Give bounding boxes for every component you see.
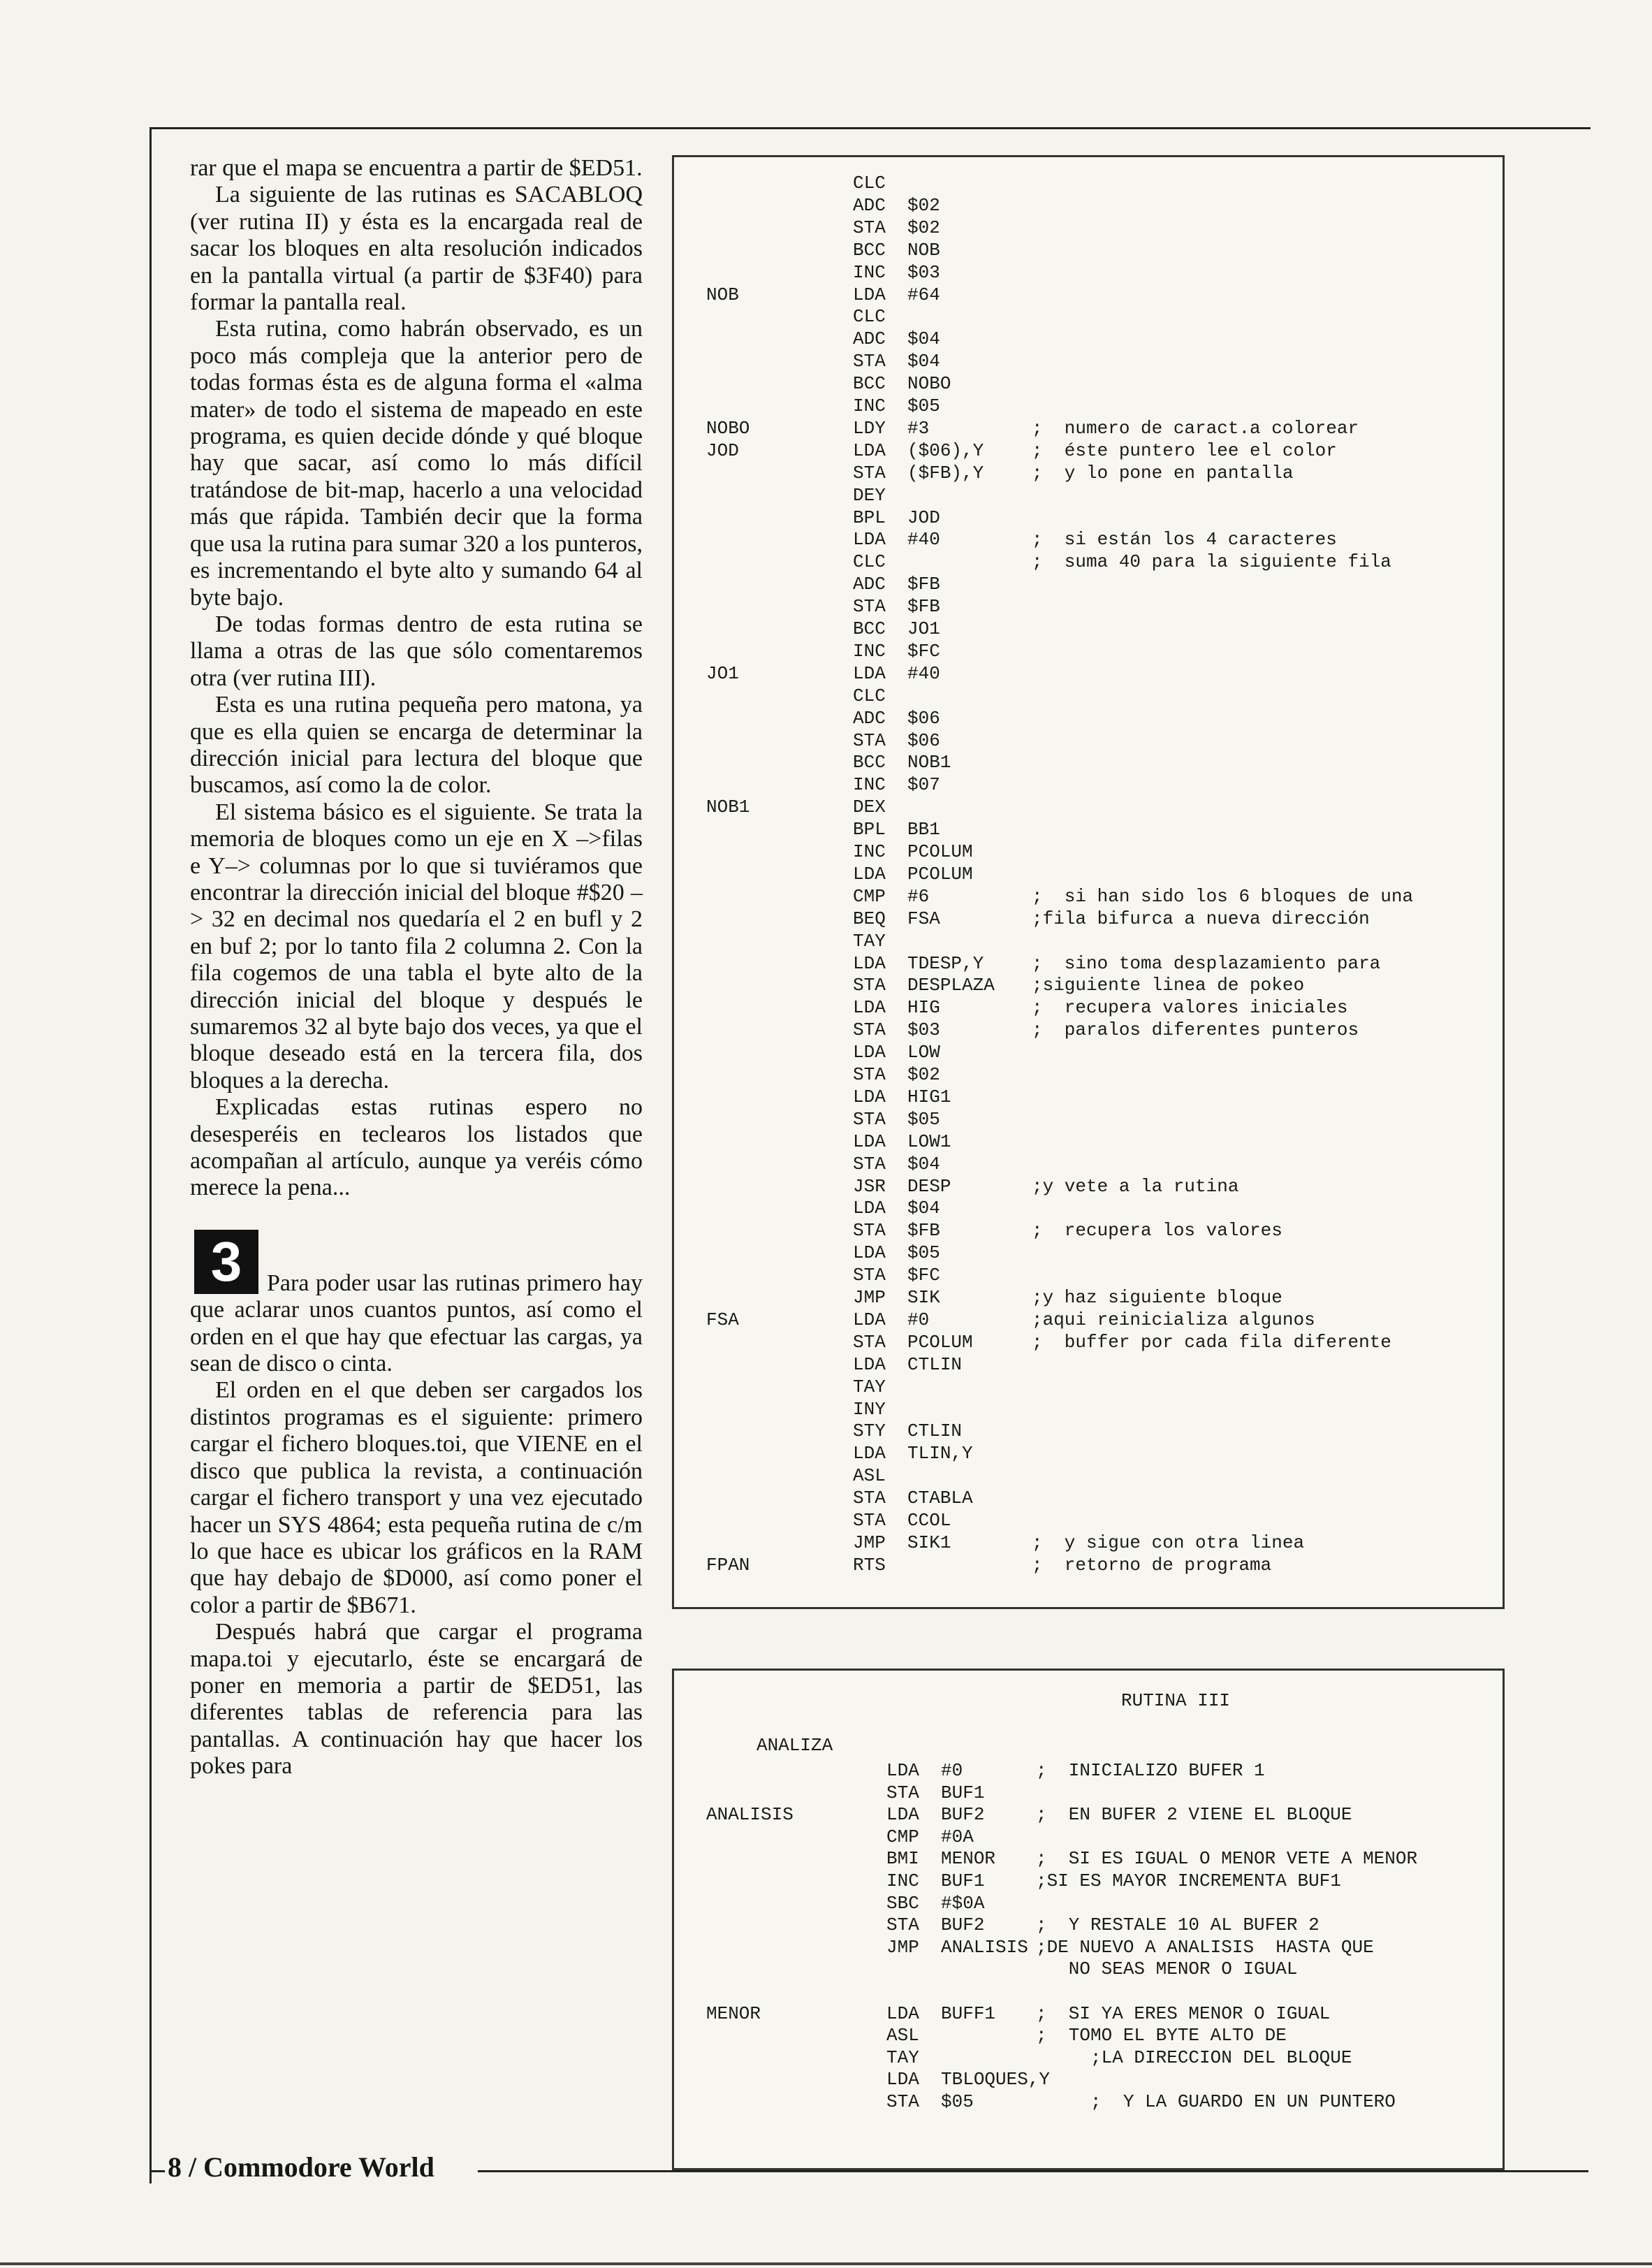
code-instruction: CMP #0A <box>886 1826 974 1847</box>
article-column <box>190 155 643 1780</box>
code-instruction: STA $04 <box>853 351 940 372</box>
code-instruction: JMP ANALISIS <box>886 1936 1028 1958</box>
code-label: NOB1 <box>706 797 750 818</box>
page-footer <box>149 2151 1588 2208</box>
code-instruction: BCC NOBO <box>853 373 951 395</box>
code-instruction: ASL <box>886 2025 919 2047</box>
code-instruction: INC $05 <box>853 395 940 416</box>
code-comment: ; paralos diferentes punteros <box>1032 1019 1359 1041</box>
code-label: NOBO <box>706 417 750 439</box>
code-comment: ;SI ES MAYOR INCREMENTA BUF1 <box>1036 1870 1341 1891</box>
page-bottom-edge <box>0 2262 1652 2265</box>
code-instruction: STA $06 <box>853 729 940 751</box>
code-comment: ; suma 40 para la siguiente fila <box>1032 551 1391 573</box>
code-instruction: LDA PCOLUM <box>853 863 973 885</box>
code-instruction: DEY <box>853 484 886 506</box>
code-instruction: TAY <box>886 2047 919 2068</box>
code-instruction: LDA HIG <box>853 997 940 1019</box>
code-instruction: STA PCOLUM <box>853 1331 973 1353</box>
section-number-badge: 3 <box>194 1230 258 1294</box>
code-instruction: BEQ FSA <box>853 908 940 929</box>
article-paragraph: Esta rutina, como habrán observado, es un poco más compleja que la anterior pero de todas formas ésta es de alguna forma el «alma mater» de todo el sistema de mapeado en este programa, es quien decide dónde y qué bloque hay que sacar, así como lo más difícil tratándose de bit-map, hacerlo a una velocidad más que rápida. También decir que la forma que usa la rutina para sumar 320 a los punteros, es incrementando el byte alto y sumando 64 al byte bajo. <box>190 316 643 611</box>
code-comment: NO SEAS MENOR O IGUAL <box>1036 1958 1298 1980</box>
code-comment: ; Y LA GUARDO EN UN PUNTERO <box>1036 2091 1396 2112</box>
code-instruction: STA $03 <box>853 1019 940 1041</box>
code-instruction: STA BUF2 <box>886 1914 985 1936</box>
footer-page-label: 8 / Commodore World <box>168 2151 434 2183</box>
code-instruction: CLC <box>853 685 886 706</box>
code-instruction: STA BUF1 <box>886 1782 985 1803</box>
code-instruction: LDA #0 <box>886 1760 963 1781</box>
code-instruction: STY CTLIN <box>853 1420 963 1442</box>
code-instruction: LDY #3 <box>853 417 930 439</box>
code-comment: ; TOMO EL BYTE ALTO DE <box>1036 2025 1287 2047</box>
section-paragraph: Después habrá que cargar el programa mapa.toi y ejecutarlo, éste se encargará de poner en memoria a partir de $ED51, las diferentes tablas de referencia para las pantallas. A continuación hay que hacer los pokes para <box>190 1619 643 1780</box>
article-paragraph: La siguiente de las rutinas es SACABLOQ (ver rutina II) y ésta es la encargada real de sacar los bloques en alta resolución indicados en la pantalla virtual (a partir de $3F40) para formar la pantalla real. <box>190 182 643 316</box>
code-instruction: BCC JO1 <box>853 618 940 639</box>
code-instruction: CLC <box>853 551 886 573</box>
code-instruction: BCC NOB <box>853 239 940 261</box>
code-instruction: BPL BB1 <box>853 819 940 841</box>
code-instruction: STA $FB <box>853 1220 940 1242</box>
code-instruction: LDA LOW1 <box>853 1131 951 1152</box>
code-comment: ;LA DIRECCION DEL BLOQUE <box>1036 2047 1352 2068</box>
code-instruction: LDA BUF2 <box>886 1804 985 1826</box>
code-instruction: LDA CTLIN <box>853 1353 963 1375</box>
listing-title: RUTINA III <box>1121 1690 1231 1711</box>
code-instruction: LDA #0 <box>853 1309 930 1330</box>
code-comment: ;aqui reinicializa algunos <box>1032 1309 1315 1330</box>
code-instruction: DEX <box>853 797 886 818</box>
code-instruction: JMP SIK1 <box>853 1532 951 1553</box>
code-instruction: INC BUF1 <box>886 1870 985 1891</box>
code-comment: ;y haz siguiente bloque <box>1032 1287 1282 1308</box>
code-comment: ;siguiente linea de pokeo <box>1032 975 1305 996</box>
code-instruction: BMI MENOR <box>886 1848 996 1870</box>
article-paragraph: Explicadas estas rutinas espero no desesperéis en teclearos los listados que acompañan al artículo, aunque ya veréis cómo merece la pena... <box>190 1094 643 1201</box>
code-instruction: LDA TDESP,Y <box>853 952 984 974</box>
code-instruction: CLC <box>853 173 886 194</box>
code-label: JO1 <box>706 662 739 684</box>
article-paragraph: El sistema básico es el siguiente. Se trata la memoria de bloques como un eje en X –>filas e Y–> columnas por lo que si tuviéramos que encontrar la dirección inicial del bloque #$20 –> 32 en decimal nos quedaría el 2 en bufl y 2 en buf 2; por lo tanto fila 2 columna 2. Con la fila cogemos de una tabla el byte alto de la dirección inicial del bloque y después le sumaremos 32 al byte bajo dos veces, ya que el bloque deseado está en la tercera fila, dos bloques a la derecha. <box>190 799 643 1093</box>
code-comment: ; buffer por cada fila diferente <box>1032 1331 1391 1353</box>
code-comment: ; y sigue con otra linea <box>1032 1532 1305 1553</box>
code-comment: ; SI YA ERES MENOR O IGUAL <box>1036 2002 1331 2024</box>
section-paragraph: El orden en el que deben ser cargados los distintos programas es el siguiente: primero cargar el fichero bloques.toi, que VIENE en el disco que publica la revista, a continuación cargar el fichero transport y una vez ejecutado hacer un SYS 4864; esta pequeña rutina de c/m lo que hace es ubicar los gráficos en la RAM que hay debajo de $D000, así como poner el color a partir de $B671. <box>190 1377 643 1618</box>
code-comment: ; SI ES IGUAL O MENOR VETE A MENOR <box>1036 1848 1418 1870</box>
code-instruction: LDA $05 <box>853 1242 940 1264</box>
code-instruction: RTS <box>853 1554 886 1576</box>
code-comment: ; si han sido los 6 bloques de una <box>1032 885 1414 907</box>
code-instruction: LDA TLIN,Y <box>853 1443 973 1464</box>
code-label: NOB <box>706 284 739 305</box>
code-label: ANALISIS <box>706 1804 794 1826</box>
code-label: JOD <box>706 439 739 461</box>
code-instruction: INY <box>853 1398 886 1420</box>
footer-rule-left <box>149 2170 165 2172</box>
code-instruction: STA $05 <box>853 1108 940 1130</box>
code-instruction: CMP #6 <box>853 885 930 907</box>
code-instruction: LDA BUFF1 <box>886 2002 996 2024</box>
code-instruction: ADC $02 <box>853 194 940 216</box>
code-instruction: ASL <box>853 1465 886 1487</box>
code-instruction: TAY <box>853 930 886 952</box>
code-instruction: STA DESPLAZA <box>853 975 995 996</box>
code-instruction: STA $02 <box>853 1064 940 1085</box>
article-paragraph: rar que el mapa se encuentra a partir de $ED51. <box>190 155 643 181</box>
code-instruction: INC $03 <box>853 261 940 283</box>
code-instruction: STA CCOL <box>853 1510 951 1531</box>
code-listing-rutina-ii <box>672 155 1505 1609</box>
code-label: MENOR <box>706 2002 761 2024</box>
code-instruction: LDA HIG1 <box>853 1086 951 1107</box>
code-comment: ; EN BUFER 2 VIENE EL BLOQUE <box>1036 1804 1352 1826</box>
code-instruction: SBC #$0A <box>886 1892 985 1914</box>
article-paragraph: De todas formas dentro de esta rutina se llama a otras de las que sólo comentaremos otra (ver rutina III). <box>190 611 643 691</box>
code-comment: ; si están los 4 caracteres <box>1032 529 1337 551</box>
code-instruction: STA $02 <box>853 217 940 238</box>
code-instruction: INC $07 <box>853 774 940 796</box>
code-comment: ;y vete a la rutina <box>1032 1175 1239 1197</box>
code-comment: ; Y RESTALE 10 AL BUFER 2 <box>1036 1914 1320 1936</box>
code-instruction: ADC $06 <box>853 707 940 729</box>
code-instruction: LDA TBLOQUES,Y <box>886 2069 1051 2091</box>
section-paragraph: Para poder usar las rutinas primero hay que aclarar unos cuantos puntos, así como el orden en el que hay que efectuar las cargas, ya sean de disco o cinta. <box>190 1270 643 1377</box>
code-instruction: JMP SIK <box>853 1287 940 1308</box>
code-comment: ; retorno de programa <box>1032 1554 1272 1576</box>
code-instruction: LDA #40 <box>853 529 940 551</box>
code-instruction: LDA $04 <box>853 1198 940 1219</box>
section-3 <box>190 1230 643 1780</box>
code-comment: ;fila bifurca a nueva dirección <box>1032 908 1370 929</box>
code-comment: ; sino toma desplazamiento para <box>1032 952 1381 974</box>
code-instruction: BCC NOB1 <box>853 752 951 773</box>
code-instruction: STA $FB <box>853 596 940 618</box>
code-comment: ; éste puntero lee el color <box>1032 439 1337 461</box>
code-instruction: BPL JOD <box>853 507 940 528</box>
code-instruction: STA $05 <box>886 2091 974 2112</box>
code-instruction: LDA #64 <box>853 284 940 305</box>
code-instruction: STA $04 <box>853 1153 940 1175</box>
code-comment: ; INICIALIZO BUFER 1 <box>1036 1760 1265 1781</box>
code-instruction: STA CTABLA <box>853 1488 973 1509</box>
code-comment: ; numero de caract.a colorear <box>1032 417 1359 439</box>
code-label: FSA <box>706 1309 739 1330</box>
article-paragraph: Esta es una rutina pequeña pero matona, ya que es ella quien se encarga de determinar la dirección inicial para lectura del bloque que buscamos, así como la de color. <box>190 692 643 799</box>
code-comment: ; recupera valores iniciales <box>1032 997 1348 1019</box>
code-instruction: JSR DESP <box>853 1175 951 1197</box>
code-instruction: ADC $FB <box>853 574 940 595</box>
code-instruction: LDA LOW <box>853 1042 940 1063</box>
code-instruction: ADC $04 <box>853 328 940 350</box>
code-comment: ; recupera los valores <box>1032 1220 1282 1242</box>
footer-rule <box>478 2170 1588 2172</box>
code-instruction: INC $FC <box>853 640 940 662</box>
code-instruction: LDA #40 <box>853 662 940 684</box>
code-instruction: INC PCOLUM <box>853 841 973 862</box>
code-listing-rutina-iii <box>672 1669 1505 2170</box>
code-comment: ;DE NUEVO A ANALISIS HASTA QUE <box>1036 1936 1374 1958</box>
code-comment: ; y lo pone en pantalla <box>1032 462 1294 484</box>
code-instruction: CLC <box>853 306 886 328</box>
code-instruction: STA $FC <box>853 1265 940 1286</box>
code-instruction: STA ($FB),Y <box>853 462 984 484</box>
listing-header-label: ANALIZA <box>756 1735 833 1756</box>
code-label: FPAN <box>706 1554 750 1576</box>
code-instruction: LDA ($06),Y <box>853 439 984 461</box>
code-instruction: TAY <box>853 1376 886 1397</box>
